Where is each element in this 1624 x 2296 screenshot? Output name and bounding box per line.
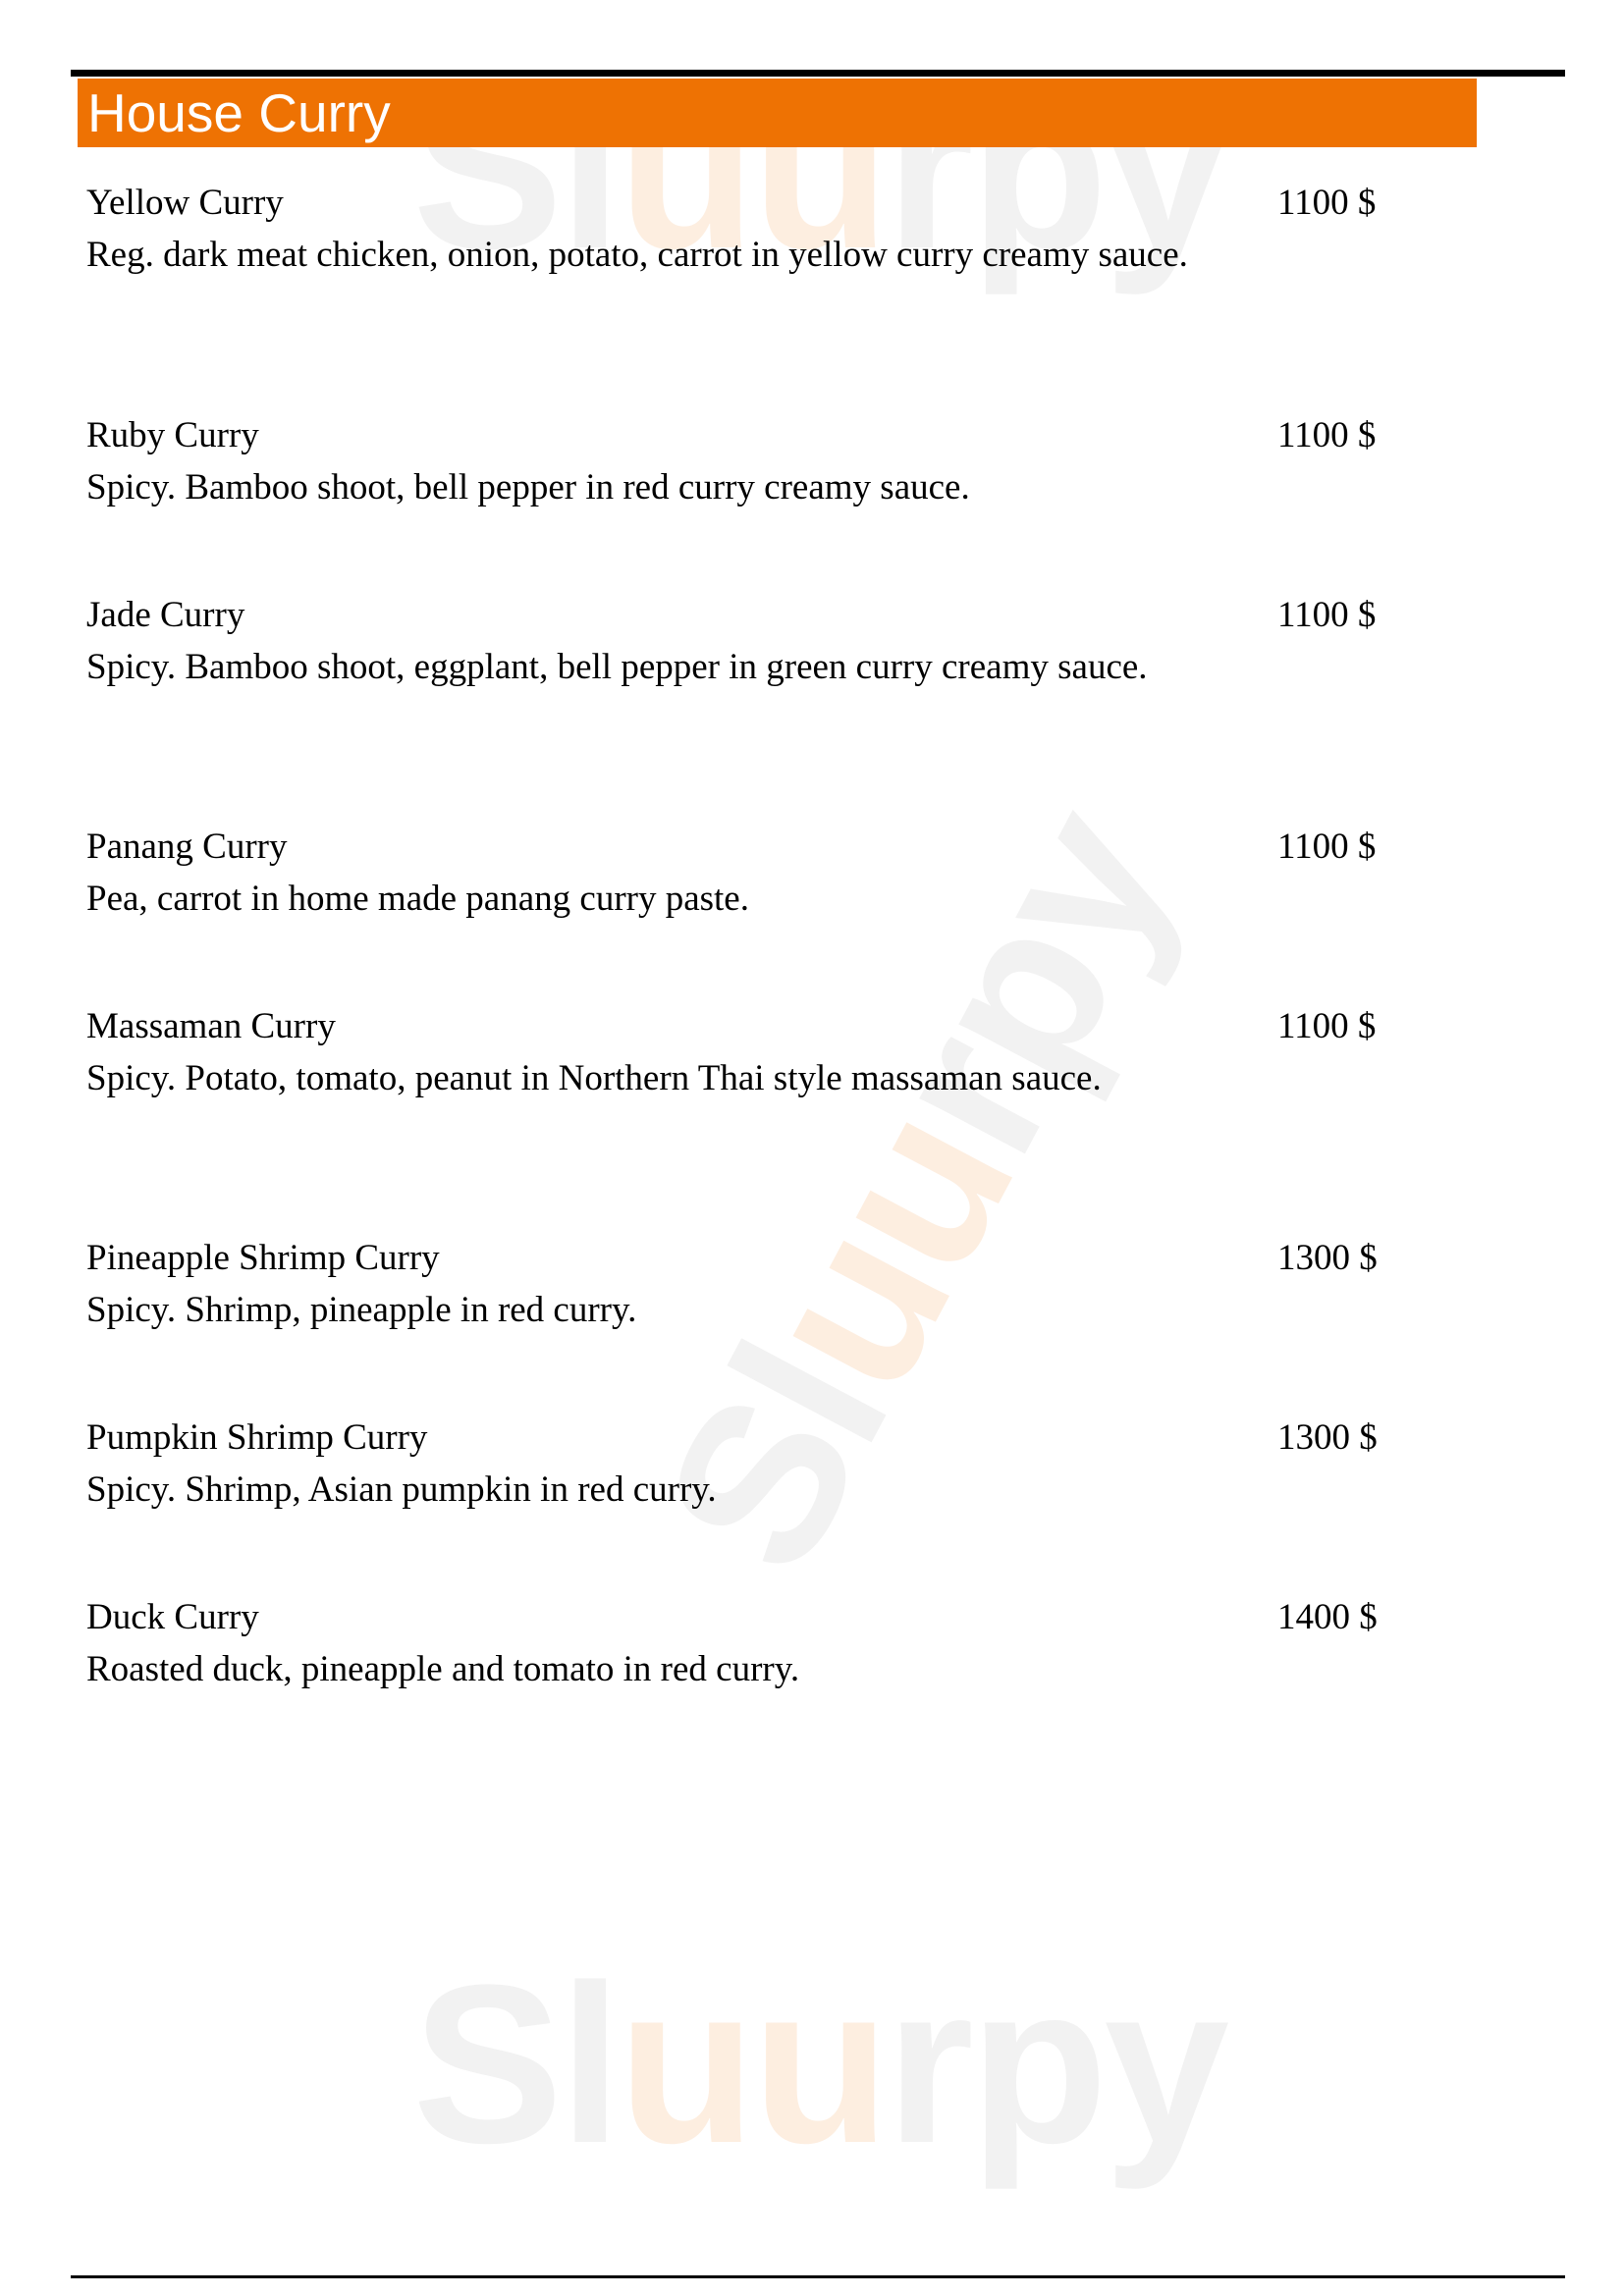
- menu-item-massaman-curry: [86, 1000, 1402, 1104]
- section-header: [78, 79, 1477, 147]
- item-price: 1100 $: [1277, 415, 1377, 455]
- item-description: Spicy. Bamboo shoot, bell pepper in red curry creamy sauce.: [86, 467, 970, 507]
- item-name: Panang Curry: [86, 827, 288, 867]
- menu-item-ruby-curry: [86, 409, 1402, 513]
- item-description: Spicy. Bamboo shoot, eggplant, bell pepper in green curry creamy sauce.: [86, 647, 1148, 687]
- item-name: Pumpkin Shrimp Curry: [86, 1417, 428, 1458]
- item-price: 1100 $: [1277, 183, 1377, 223]
- item-price: 1300 $: [1277, 1238, 1378, 1278]
- item-name: Ruby Curry: [86, 415, 259, 455]
- item-name: Yellow Curry: [86, 183, 284, 223]
- item-description: Pea, carrot in home made panang curry paste.: [86, 879, 749, 919]
- item-description: Spicy. Potato, tomato, peanut in Northern Thai style massaman sauce.: [86, 1058, 1102, 1098]
- item-name: Pineapple Shrimp Curry: [86, 1238, 440, 1278]
- item-price: 1100 $: [1277, 1006, 1377, 1046]
- menu-item-pineapple-shrimp-curry: [86, 1232, 1402, 1336]
- menu-item-duck-curry: [86, 1591, 1402, 1695]
- item-price: 1100 $: [1277, 595, 1377, 635]
- item-description: Spicy. Shrimp, Asian pumpkin in red curry.: [86, 1469, 717, 1510]
- item-price: 1400 $: [1277, 1597, 1378, 1637]
- menu-item-panang-curry: [86, 821, 1402, 925]
- top-rule: [71, 70, 1565, 77]
- item-description: Reg. dark meat chicken, onion, potato, carrot in yellow curry creamy sauce.: [86, 235, 1188, 275]
- watermark-logo-top: Sluurpy: [412, 43, 1226, 295]
- item-description: Roasted duck, pineapple and tomato in red curry.: [86, 1649, 800, 1689]
- item-name: Duck Curry: [86, 1597, 259, 1637]
- menu-item-jade-curry: [86, 589, 1402, 693]
- bottom-rule: [71, 2275, 1565, 2278]
- item-name: Jade Curry: [86, 595, 245, 635]
- item-price: 1100 $: [1277, 827, 1377, 867]
- watermark-logo-bottom: Sluurpy: [412, 1938, 1226, 2190]
- menu-item-pumpkin-shrimp-curry: [86, 1412, 1402, 1516]
- watermark-logo-middle: Sluurpy: [615, 772, 1219, 1609]
- section-title: House Curry: [87, 82, 391, 143]
- item-name: Massaman Curry: [86, 1006, 336, 1046]
- item-description: Spicy. Shrimp, pineapple in red curry.: [86, 1290, 637, 1330]
- item-price: 1300 $: [1277, 1417, 1378, 1458]
- menu-item-yellow-curry: [86, 177, 1402, 281]
